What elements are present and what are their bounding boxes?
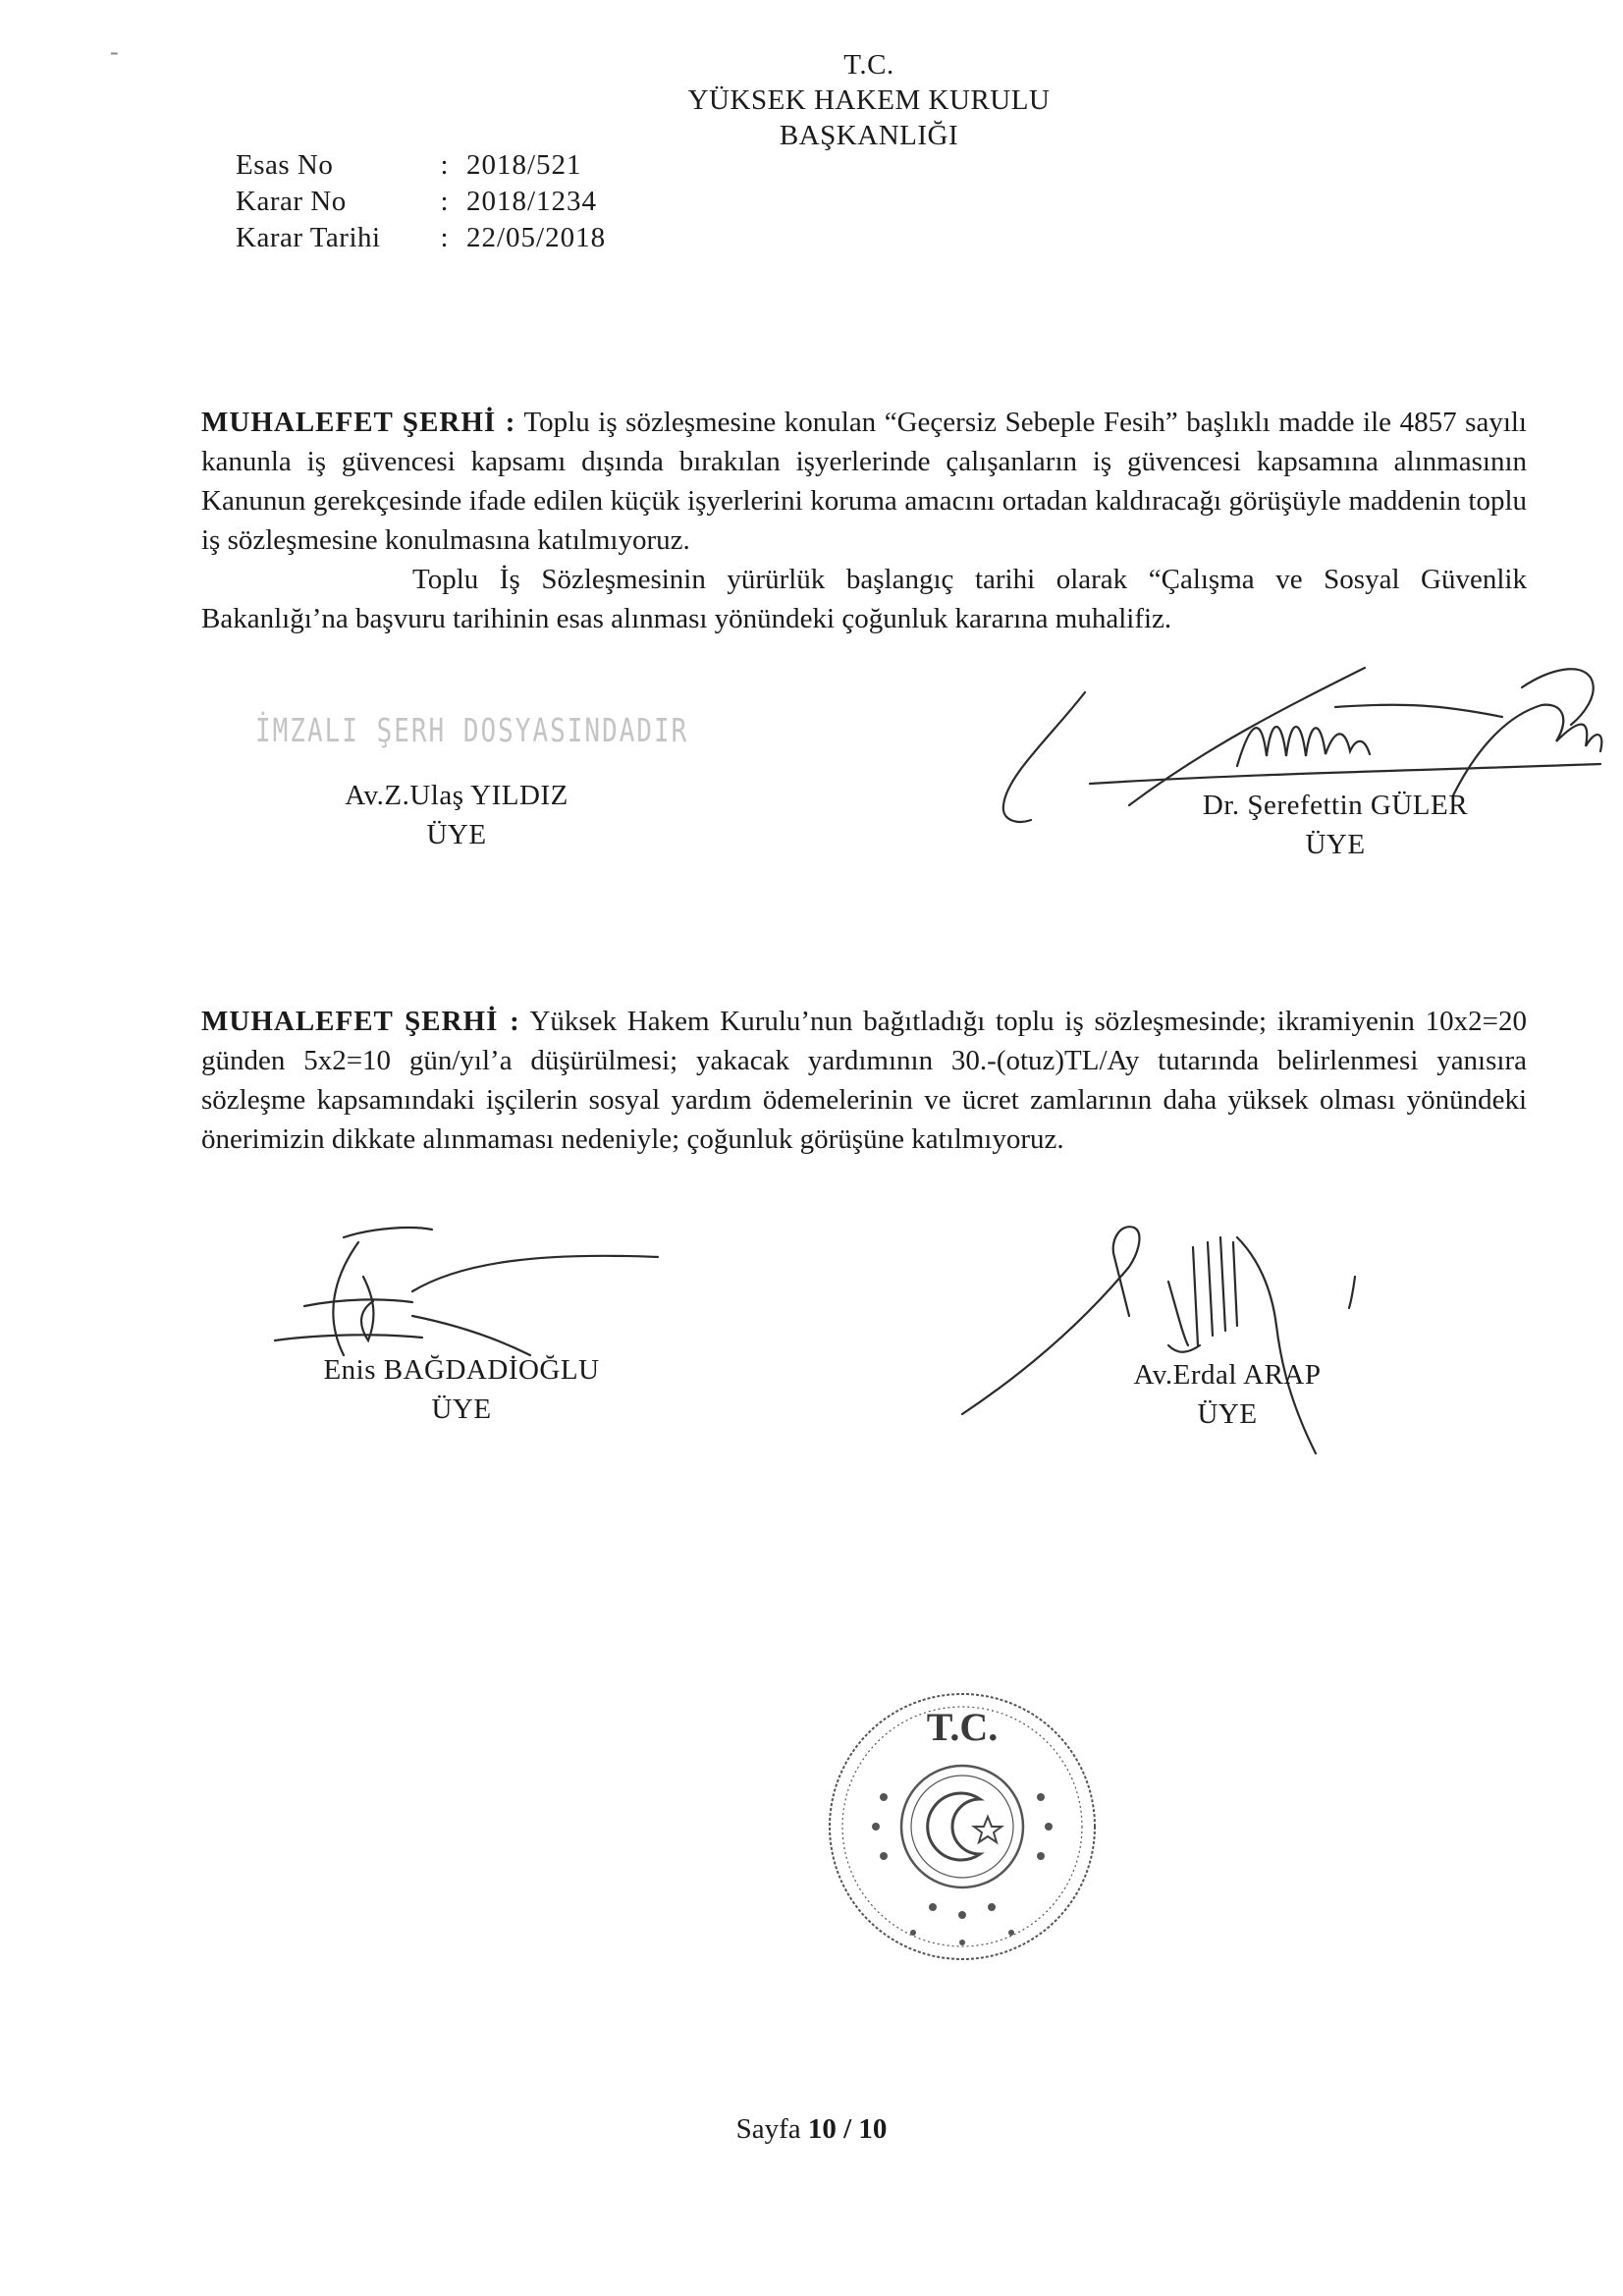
dissent-1-heading: MUHALEFET ŞERHİ : [201, 407, 516, 438]
footer-total: 10 [858, 2113, 888, 2145]
meta-label: Karar Tarihi [236, 222, 381, 253]
signer-yildiz [295, 776, 619, 854]
meta-colon: : [440, 149, 449, 181]
meta-value: 22/05/2018 [466, 222, 607, 253]
signer-arap [1051, 1355, 1404, 1434]
meta-value: 2018/521 [466, 149, 582, 181]
meta-row-esas [236, 147, 606, 184]
signer-role: ÜYE [1197, 1398, 1258, 1430]
signer-guler [1149, 786, 1522, 864]
footer-prefix: Sayfa [735, 2113, 801, 2145]
meta-row-karar [236, 184, 606, 220]
case-meta [236, 147, 606, 256]
header-line-tc: T.C. [843, 49, 894, 81]
signer-role: ÜYE [431, 1394, 492, 1425]
signer-name: Enis BAĞDADİOĞLU [323, 1354, 600, 1386]
dissent-1 [201, 403, 1527, 638]
meta-colon: : [440, 186, 449, 217]
signed-dissent-note: İMZALI ŞERH DOSYASINDADIR [255, 713, 689, 750]
dissent-2-para [201, 1002, 1527, 1159]
header-line-board: YÜKSEK HAKEM KURULU [687, 84, 1051, 116]
footer-page: 10 [807, 2113, 837, 2145]
dissent-1-para-2: Toplu İş Sözleşmesinin yürürlük başlangıç tarihi olarak “Çalışma ve Sosyal Güvenlik Bakanlığı’na başvuru tarihinin esas alınması yönündeki çoğunluk kararına muhalifiz. [201, 564, 1527, 634]
dissent-2-heading: MUHALEFET ŞERHİ : [201, 1006, 520, 1037]
signer-name: Dr. Şerefettin GÜLER [1202, 790, 1469, 821]
signature-arap [943, 1198, 1414, 1493]
scan-mark: - [110, 37, 119, 66]
signer-name: Av.Z.Ulaş YILDIZ [345, 780, 568, 811]
dissent-1-text: Toplu iş sözleşmesine konulan “Geçersiz Sebeple Fesih” başlıklı madde ile 4857 sayılı kanunla iş güvencesi kapsamı dışında bırakılan işyerlerinde çalışanların iş güvencesi kapsamına alınmasının Kanunun gerekçesinde ifade edilen küçük işyerlerini koruma amacını ortadan kaldıracağı görüşüyle maddenin toplu iş sözleşmesine konulmasına katılmıyoruz. [201, 407, 1527, 556]
meta-colon: : [440, 222, 449, 253]
document-header [589, 47, 1149, 153]
meta-value: 2018/1234 [466, 186, 598, 217]
signer-role: ÜYE [426, 819, 487, 850]
meta-label: Esas No [236, 149, 334, 181]
signer-name: Av.Erdal ARAP [1133, 1359, 1322, 1391]
dissent-2-text: Yüksek Hakem Kurulu’nun bağıtladığı toplu iş sözleşmesinde; ikramiyenin 10x2=20 günden 5x2=10 gün/yıl’a düşürülmesi; yakacak yardımının 30.-(otuz)TL/Ay tutarında belirlenmesi yanısıra sözleşme kapsamındaki işçilerin sosyal yardım ödemelerinin ve ücret zamlarının daha yüksek olması yönündeki önerimizin dikkate alınmaması nedeniyle; çoğunluk görüşüne katılmıyoruz. [201, 1006, 1528, 1155]
header-line-presidency: BAŞKANLIĞI [779, 120, 959, 151]
seal-text: T.C. [926, 1705, 999, 1749]
official-seal [815, 1679, 1109, 1974]
signer-role: ÜYE [1305, 829, 1366, 860]
signer-bagdadioglu [285, 1350, 638, 1429]
dissent-1-para-1 [201, 403, 1527, 560]
page-footer [0, 2113, 1623, 2146]
dissent-2 [201, 1002, 1527, 1159]
meta-label: Karar No [236, 186, 347, 217]
footer-sep: / [843, 2113, 852, 2145]
meta-row-tarih [236, 220, 606, 256]
